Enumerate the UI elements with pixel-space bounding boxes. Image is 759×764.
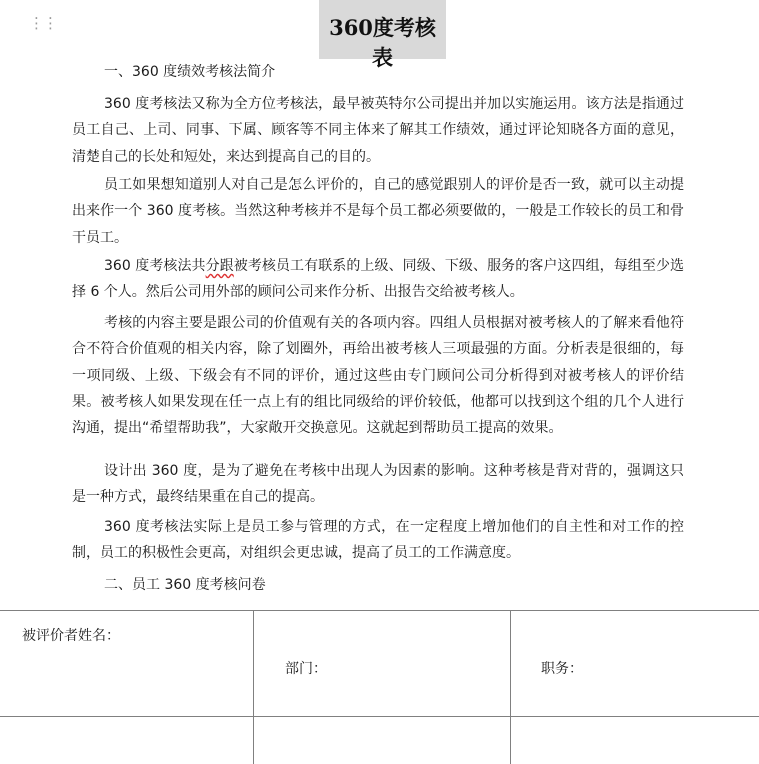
paragraph-1: 360 度考核法又称为全方位考核法，最早被英特尔公司提出并加以实施运用。该方法是指通过员工自己、上司、同事、下属、顾客等不同主体来了解其工作绩效，通过评论知晓各方面的意见，清楚自己的长处和短处，来达到提高自己的目的。 bbox=[72, 96, 684, 165]
table-divider bbox=[510, 611, 511, 764]
paragraph-2: 员工如果想知道别人对自己是怎么评价的，自己的感觉跟别人的评价是否一致，就可以主动提出来作一个 360 度考核。当然这种考核并不是每个员工都必须要做的，一般是工作较长的员工和骨干员工。 bbox=[72, 177, 684, 246]
paragraph-3-start: 360 度考核法共 bbox=[104, 258, 206, 274]
page-title: 360度考核表 bbox=[329, 15, 436, 70]
paragraph-5: 设计出 360 度，是为了避免在考核中出现人为因素的影响。这种考核是背对背的，强调这只是一种方式，最终结果重在自己的提高。 bbox=[72, 463, 684, 506]
paragraph-6: 360 度考核法实际上是员工参与管理的方式，在一定程度上增加他们的自主性和对工作的控制，员工的积极性会更高，对组织会更忠诚，提高了员工的工作满意度。 bbox=[72, 519, 684, 562]
drag-handle-icon[interactable]: ⋮⋮ bbox=[29, 14, 57, 32]
section-heading-intro: 一、360 度绩效考核法简介 bbox=[104, 64, 276, 80]
evaluatee-name-label: 被评价者姓名： bbox=[22, 628, 120, 644]
paragraph-3-rest: 被考核员工有联系的上级、同级、下级、服务的客户这四组，每组至少选择 6 个人。然后公司用外部的顾问公司来作分析、出报告交给被考核人。 bbox=[72, 258, 685, 301]
section-heading-questionnaire: 二、员工 360 度考核问卷 bbox=[104, 577, 266, 593]
spellcheck-underline-text[interactable]: 分跟 bbox=[205, 258, 234, 274]
position-label: 职务： bbox=[541, 661, 583, 677]
questionnaire-table bbox=[0, 610, 759, 764]
table-divider bbox=[0, 716, 759, 717]
department-label: 部门： bbox=[285, 661, 327, 677]
paragraph-4: 考核的内容主要是跟公司的价值观有关的各项内容。四组人员根据对被考核人的了解来看他符合不符合价值观的相关内容，除了划圈外，再给出被考核人三项最强的方面。分析表是很细的，每一项同级、上级、下级会有不同的评价，通过这些由专门顾问公司分析得到对被考核人的评价结果。被考核人如果发现在任一点上有的组比同级给的评价较低，他都可以找到这个组的几个人进行沟通，提出“希望帮助我”，大家敞开交换意见。这就起到帮助员工提高的效果。 bbox=[72, 315, 684, 437]
table-divider bbox=[253, 611, 254, 764]
paragraph-3 bbox=[72, 253, 684, 306]
title-highlight bbox=[319, 0, 446, 70]
